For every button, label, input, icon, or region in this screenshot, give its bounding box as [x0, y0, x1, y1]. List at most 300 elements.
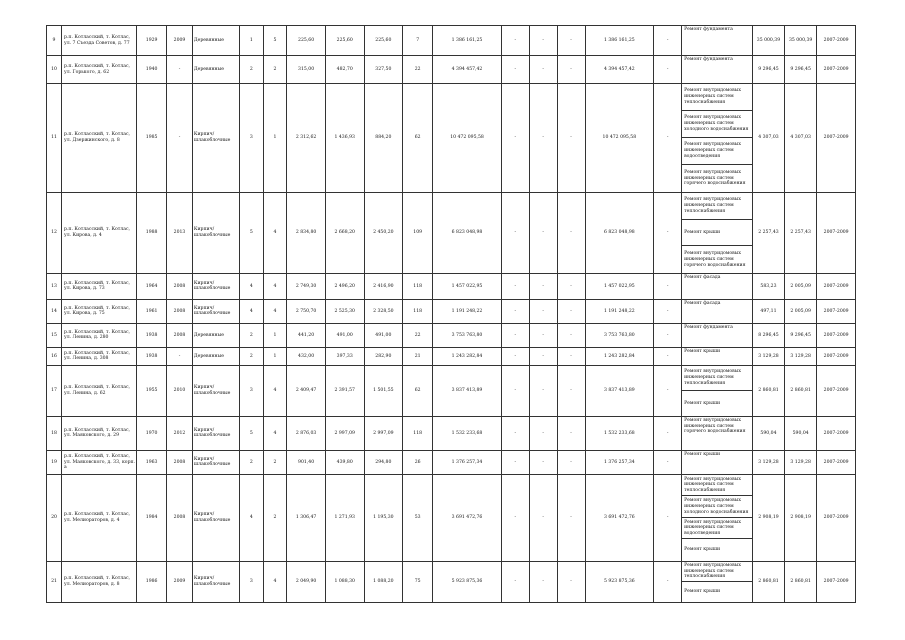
- work-type-item: Ремонт внутридомовых инженерных систем горячего водоснабжения: [684, 251, 746, 268]
- total-cost-cell: 1 243 282,84: [585, 347, 654, 365]
- private-area-cell: 225,60: [364, 26, 403, 56]
- reconstruction-year-cell: 2008: [167, 474, 193, 561]
- unit-cost-cell: 590,04: [752, 416, 784, 450]
- reconstruction-year-cell: 2009: [167, 561, 193, 602]
- max-unit-cost-cell: 4 307,03: [785, 84, 817, 193]
- total-cost-cell: 5 923 875,36: [585, 561, 654, 602]
- total-area-cell: 2 409,47: [287, 365, 326, 416]
- reconstruction-year-cell: -: [167, 56, 193, 84]
- total-cost-cell: 1 191 248,22: [585, 299, 654, 323]
- fund-cell: -: [501, 299, 529, 323]
- total-area-cell: 2 876,03: [287, 416, 326, 450]
- living-area-cell: 2 391,57: [325, 365, 364, 416]
- residents-cell: 118: [403, 273, 433, 299]
- total-area-cell: 441,20: [287, 323, 326, 347]
- work-types-cell: [682, 561, 753, 602]
- wall-material-cell: Кирпич/ шлакоблочные: [192, 84, 239, 193]
- work-types-cell: [682, 26, 753, 56]
- period-cell: 2007-2009: [817, 273, 856, 299]
- year-built-cell: 1988: [137, 193, 167, 274]
- row-number: 10: [47, 56, 62, 84]
- residents-cell: 75: [403, 561, 433, 602]
- owners-funds-cell: -: [654, 365, 682, 416]
- living-area-cell: 1 436,93: [325, 84, 364, 193]
- private-area-cell: 1 088,20: [364, 561, 403, 602]
- year-built-cell: 1963: [137, 450, 167, 474]
- row-number: 20: [47, 474, 62, 561]
- fund-cell: -: [501, 450, 529, 474]
- cost-cell: 1 191 248,22: [433, 299, 502, 323]
- work-type-item: Ремонт внутридомовых инженерных систем водоотведения: [682, 138, 752, 165]
- work-type-item: Ремонт фундамента: [684, 27, 733, 32]
- total-cost-cell: 3 691 472,76: [585, 474, 654, 561]
- wall-material-cell: Кирпич/ шлакоблочные: [192, 450, 239, 474]
- work-types-cell: [682, 193, 753, 274]
- table-row: [47, 561, 856, 602]
- total-cost-cell: 3 753 763,80: [585, 323, 654, 347]
- fund-cell: -: [501, 323, 529, 347]
- living-area-cell: 2 997,09: [325, 416, 364, 450]
- entrances-cell: 4: [263, 416, 287, 450]
- fund-cell: -: [501, 193, 529, 274]
- work-types-cell: [682, 416, 753, 450]
- table-row: [47, 26, 856, 56]
- table-row: [47, 193, 856, 274]
- work-type-item: Ремонт крыши: [684, 400, 721, 406]
- year-built-cell: 1986: [137, 561, 167, 602]
- address-cell: р.п. Котласский, т. Котлас, ул. Маяковского, д. 29: [62, 416, 137, 450]
- reconstruction-year-cell: 2013: [167, 193, 193, 274]
- fund-cell: -: [501, 347, 529, 365]
- total-cost-cell: 10 472 095,58: [585, 84, 654, 193]
- wall-material-cell: Кирпич/ шлакоблочные: [192, 365, 239, 416]
- living-area-cell: 2 525,30: [325, 299, 364, 323]
- reconstruction-year-cell: 2010: [167, 365, 193, 416]
- floors-cell: 4: [240, 299, 264, 323]
- row-number: 19: [47, 450, 62, 474]
- work-type-item: Ремонт внутридомовых инженерных систем теплоснабжения: [682, 562, 752, 582]
- period-cell: 2007-2009: [817, 56, 856, 84]
- fund-cell: -: [501, 56, 529, 84]
- work-type-item: Ремонт фасада: [684, 300, 721, 306]
- address-cell: р.п. Котласский, т. Котлас, ул. Маяковского, д. 33, корп. а: [62, 450, 137, 474]
- wall-material-cell: Кирпич/ шлакоблочные: [192, 561, 239, 602]
- local-budget-cell: -: [557, 365, 585, 416]
- wall-material-cell: Кирпич/ шлакоблочные: [192, 416, 239, 450]
- total-area-cell: 2 049,90: [287, 561, 326, 602]
- floors-cell: 4: [240, 273, 264, 299]
- total-area-cell: 2 312,62: [287, 84, 326, 193]
- residents-cell: 22: [403, 56, 433, 84]
- period-cell: 2007-2009: [817, 450, 856, 474]
- address-cell: р.п. Котласский, т. Котлас, ул. Мелиораторов, д. 4: [62, 474, 137, 561]
- cost-cell: 1 386 161,25: [433, 26, 502, 56]
- reconstruction-year-cell: -: [167, 84, 193, 193]
- floors-cell: 3: [240, 84, 264, 193]
- year-built-cell: 1938: [137, 347, 167, 365]
- address-cell: р.п. Котласский, т. Котлас, ул. Кирова, д. 4: [62, 193, 137, 274]
- total-cost-cell: 4 394 457,42: [585, 56, 654, 84]
- owners-funds-cell: -: [654, 323, 682, 347]
- work-types-cell: [682, 474, 753, 561]
- work-types-cell: [682, 56, 753, 84]
- total-cost-cell: 6 823 048,98: [585, 193, 654, 274]
- total-area-cell: 901,40: [287, 450, 326, 474]
- fund-cell: -: [501, 416, 529, 450]
- cost-cell: 1 376 257,34: [433, 450, 502, 474]
- unit-cost-cell: 3 129,28: [752, 347, 784, 365]
- residents-cell: 7: [403, 26, 433, 56]
- work-type-item: Ремонт внутридомовых инженерных систем водоотведения: [682, 518, 752, 540]
- entrances-cell: 1: [263, 347, 287, 365]
- living-area-cell: 225,60: [325, 26, 364, 56]
- row-number: 15: [47, 323, 62, 347]
- local-budget-cell: -: [557, 56, 585, 84]
- unit-cost-cell: 497,11: [752, 299, 784, 323]
- fund-cell: -: [501, 474, 529, 561]
- local-budget-cell: -: [557, 323, 585, 347]
- period-cell: 2007-2009: [817, 323, 856, 347]
- cost-cell: 1 532 233,68: [433, 416, 502, 450]
- residents-cell: 62: [403, 365, 433, 416]
- unit-cost-cell: 4 307,03: [752, 84, 784, 193]
- housing-repair-table: [46, 25, 856, 603]
- private-area-cell: 2 416,90: [364, 273, 403, 299]
- local-budget-cell: -: [557, 84, 585, 193]
- address-cell: р.п. Котласский, т. Котлас, ул. Кирова, д. 73: [62, 273, 137, 299]
- address-cell: р.п. Котласский, т. Котлас, ул. Ленина, д. 280: [62, 323, 137, 347]
- unit-cost-cell: 583,23: [752, 273, 784, 299]
- table-row: [47, 323, 856, 347]
- max-unit-cost-cell: 9 296,45: [785, 323, 817, 347]
- entrances-cell: 1: [263, 323, 287, 347]
- local-budget-cell: -: [557, 450, 585, 474]
- living-area-cell: 439,80: [325, 450, 364, 474]
- work-type-item: Ремонт внутридомовых инженерных систем теплоснабжения: [682, 84, 752, 111]
- private-area-cell: 294,80: [364, 450, 403, 474]
- cost-cell: 3 753 763,80: [433, 323, 502, 347]
- max-unit-cost-cell: 2 908,19: [785, 474, 817, 561]
- table-row: [47, 474, 856, 561]
- year-built-cell: 1955: [137, 365, 167, 416]
- floors-cell: 4: [240, 474, 264, 561]
- unit-cost-cell: 2 908,19: [752, 474, 784, 561]
- address-cell: р.п. Котласский, т. Котлас, ул. Ленина, д. 308: [62, 347, 137, 365]
- residents-cell: 118: [403, 416, 433, 450]
- entrances-cell: 4: [263, 365, 287, 416]
- local-budget-cell: -: [557, 561, 585, 602]
- budget-cell: -: [529, 347, 557, 365]
- row-number: 17: [47, 365, 62, 416]
- fund-cell: -: [501, 273, 529, 299]
- entrances-cell: 2: [263, 56, 287, 84]
- total-area-cell: 315,00: [287, 56, 326, 84]
- local-budget-cell: -: [557, 299, 585, 323]
- private-area-cell: 2 997,09: [364, 416, 403, 450]
- row-number: 18: [47, 416, 62, 450]
- total-area-cell: 432,00: [287, 347, 326, 365]
- year-built-cell: 1985: [137, 84, 167, 193]
- period-cell: 2007-2009: [817, 299, 856, 323]
- floors-cell: 2: [240, 56, 264, 84]
- max-unit-cost-cell: 9 296,45: [785, 56, 817, 84]
- max-unit-cost-cell: 3 129,28: [785, 450, 817, 474]
- work-types-cell: [682, 273, 753, 299]
- reconstruction-year-cell: 2008: [167, 323, 193, 347]
- period-cell: 2007-2009: [817, 561, 856, 602]
- wall-material-cell: Кирпич/ шлакоблочные: [192, 273, 239, 299]
- floors-cell: 2: [240, 347, 264, 365]
- living-area-cell: 491,00: [325, 323, 364, 347]
- private-area-cell: 884,20: [364, 84, 403, 193]
- total-cost-cell: 3 837 413,89: [585, 365, 654, 416]
- owners-funds-cell: -: [654, 347, 682, 365]
- address-cell: р.п. Котласский, т. Котлас, ул. 7 Съезда Советов, д. 77: [62, 26, 137, 56]
- wall-material-cell: Деревянные: [192, 323, 239, 347]
- work-type-item: Ремонт внутридомовых инженерных систем теплоснабжения: [682, 193, 752, 220]
- living-area-cell: 2 496,20: [325, 273, 364, 299]
- address-cell: р.п. Котласский, т. Котлас, ул. Мелиораторов, д. 8: [62, 561, 137, 602]
- table-row: [47, 365, 856, 416]
- table-row: [47, 299, 856, 323]
- cost-cell: 3 837 413,89: [433, 365, 502, 416]
- budget-cell: -: [529, 416, 557, 450]
- wall-material-cell: Кирпич/ шлакоблочные: [192, 193, 239, 274]
- total-area-cell: 1 306,47: [287, 474, 326, 561]
- total-area-cell: 225,60: [287, 26, 326, 56]
- year-built-cell: 1984: [137, 474, 167, 561]
- max-unit-cost-cell: 35 000,39: [785, 26, 817, 56]
- floors-cell: 5: [240, 416, 264, 450]
- wall-material-cell: Деревянные: [192, 347, 239, 365]
- total-cost-cell: 1 532 233,68: [585, 416, 654, 450]
- work-type-item: Ремонт фасада: [684, 274, 721, 280]
- max-unit-cost-cell: 3 129,28: [785, 347, 817, 365]
- row-number: 9: [47, 26, 62, 56]
- cost-cell: 1 457 022,95: [433, 273, 502, 299]
- address-cell: р.п. Котласский, т. Котлас, ул. Ленина, д. 62: [62, 365, 137, 416]
- work-type-item: Ремонт крыши: [684, 348, 721, 354]
- period-cell: 2007-2009: [817, 84, 856, 193]
- private-area-cell: 491,00: [364, 323, 403, 347]
- table-row: [47, 347, 856, 365]
- fund-cell: -: [501, 26, 529, 56]
- work-types-cell: [682, 365, 753, 416]
- row-number: 12: [47, 193, 62, 274]
- reconstruction-year-cell: 2012: [167, 416, 193, 450]
- total-area-cell: 2 749,30: [287, 273, 326, 299]
- cost-cell: 6 823 048,98: [433, 193, 502, 274]
- entrances-cell: 5: [263, 26, 287, 56]
- entrances-cell: 1: [263, 84, 287, 193]
- residents-cell: 109: [403, 193, 433, 274]
- work-types-cell: [682, 347, 753, 365]
- period-cell: 2007-2009: [817, 474, 856, 561]
- local-budget-cell: -: [557, 474, 585, 561]
- budget-cell: -: [529, 299, 557, 323]
- private-area-cell: 2 328,50: [364, 299, 403, 323]
- max-unit-cost-cell: 2 005,09: [785, 299, 817, 323]
- wall-material-cell: Кирпич/ шлакоблочные: [192, 474, 239, 561]
- residents-cell: 21: [403, 347, 433, 365]
- period-cell: 2007-2009: [817, 365, 856, 416]
- residents-cell: 62: [403, 84, 433, 193]
- year-built-cell: 1938: [137, 323, 167, 347]
- budget-cell: -: [529, 193, 557, 274]
- budget-cell: -: [529, 84, 557, 193]
- row-number: 13: [47, 273, 62, 299]
- owners-funds-cell: -: [654, 416, 682, 450]
- total-area-cell: 2 834,80: [287, 193, 326, 274]
- table-row: [47, 273, 856, 299]
- owners-funds-cell: -: [654, 299, 682, 323]
- local-budget-cell: -: [557, 26, 585, 56]
- budget-cell: -: [529, 561, 557, 602]
- work-type-item: Ремонт внутридомовых инженерных систем теплоснабжения: [682, 475, 752, 497]
- local-budget-cell: -: [557, 347, 585, 365]
- owners-funds-cell: -: [654, 56, 682, 84]
- wall-material-cell: Деревянные: [192, 26, 239, 56]
- wall-material-cell: Кирпич/ шлакоблочные: [192, 299, 239, 323]
- max-unit-cost-cell: 2 860,81: [785, 365, 817, 416]
- owners-funds-cell: -: [654, 561, 682, 602]
- owners-funds-cell: -: [654, 26, 682, 56]
- max-unit-cost-cell: 2 257,43: [785, 193, 817, 274]
- year-built-cell: 1961: [137, 299, 167, 323]
- row-number: 11: [47, 84, 62, 193]
- living-area-cell: 397,33: [325, 347, 364, 365]
- floors-cell: 3: [240, 365, 264, 416]
- floors-cell: 3: [240, 561, 264, 602]
- residents-cell: 26: [403, 450, 433, 474]
- reconstruction-year-cell: 2009: [167, 26, 193, 56]
- local-budget-cell: -: [557, 193, 585, 274]
- work-type-item: Ремонт внутридомовых инженерных систем горячего водоснабжения: [684, 169, 746, 187]
- unit-cost-cell: 9 296,45: [752, 56, 784, 84]
- row-number: 16: [47, 347, 62, 365]
- cost-cell: 4 394 457,42: [433, 56, 502, 84]
- entrances-cell: 2: [263, 450, 287, 474]
- entrances-cell: 4: [263, 299, 287, 323]
- work-types-cell: [682, 450, 753, 474]
- entrances-cell: 2: [263, 474, 287, 561]
- budget-cell: -: [529, 450, 557, 474]
- unit-cost-cell: 2 860,81: [752, 561, 784, 602]
- cost-cell: 1 243 282,84: [433, 347, 502, 365]
- living-area-cell: 1 271,93: [325, 474, 364, 561]
- reconstruction-year-cell: -: [167, 347, 193, 365]
- work-type-item: Ремонт внутридомовых инженерных систем горячего водоснабжения: [684, 417, 746, 435]
- max-unit-cost-cell: 590,04: [785, 416, 817, 450]
- address-cell: р.п. Котласский, т. Котлас, ул. Кирова, д. 75: [62, 299, 137, 323]
- cost-cell: 10 472 095,58: [433, 84, 502, 193]
- private-area-cell: 327,50: [364, 56, 403, 84]
- residents-cell: 53: [403, 474, 433, 561]
- reconstruction-year-cell: 2008: [167, 450, 193, 474]
- floors-cell: 5: [240, 193, 264, 274]
- fund-cell: -: [501, 84, 529, 193]
- budget-cell: -: [529, 56, 557, 84]
- table-row: [47, 450, 856, 474]
- budget-cell: -: [529, 323, 557, 347]
- period-cell: 2007-2009: [817, 347, 856, 365]
- work-type-item: Ремонт крыши: [682, 220, 752, 247]
- work-types-cell: [682, 84, 753, 193]
- entrances-cell: 4: [263, 273, 287, 299]
- private-area-cell: 2 450,20: [364, 193, 403, 274]
- work-type-item: Ремонт фундамента: [684, 57, 733, 62]
- address-cell: р.п. Котласский, т. Котлас, ул. Горького, д. 62: [62, 56, 137, 84]
- living-area-cell: 1 088,30: [325, 561, 364, 602]
- period-cell: 2007-2009: [817, 26, 856, 56]
- living-area-cell: 2 668,20: [325, 193, 364, 274]
- unit-cost-cell: 2 860,81: [752, 365, 784, 416]
- living-area-cell: 482,70: [325, 56, 364, 84]
- owners-funds-cell: -: [654, 273, 682, 299]
- max-unit-cost-cell: 2 005,09: [785, 273, 817, 299]
- budget-cell: -: [529, 26, 557, 56]
- address-cell: р.п. Котласский, т. Котлас, ул. Дзержинского, д. 8: [62, 84, 137, 193]
- owners-funds-cell: -: [654, 450, 682, 474]
- cost-cell: 5 923 875,36: [433, 561, 502, 602]
- period-cell: 2007-2009: [817, 193, 856, 274]
- work-types-cell: [682, 299, 753, 323]
- max-unit-cost-cell: 2 860,81: [785, 561, 817, 602]
- work-type-item: Ремонт внутридомовых инженерных систем холодного водоснабжения: [682, 496, 752, 518]
- unit-cost-cell: 8 296,45: [752, 323, 784, 347]
- work-type-item: Ремонт фундамента: [684, 324, 733, 330]
- private-area-cell: 282,90: [364, 347, 403, 365]
- table-row: [47, 416, 856, 450]
- local-budget-cell: -: [557, 273, 585, 299]
- local-budget-cell: -: [557, 416, 585, 450]
- work-type-item: Ремонт внутридомовых инженерных систем холодного водоснабжения: [682, 111, 752, 138]
- reconstruction-year-cell: 2008: [167, 299, 193, 323]
- unit-cost-cell: 3 129,28: [752, 450, 784, 474]
- reconstruction-year-cell: 2008: [167, 273, 193, 299]
- work-type-item: Ремонт внутридомовых инженерных систем теплоснабжения: [682, 366, 752, 391]
- budget-cell: -: [529, 474, 557, 561]
- residents-cell: 22: [403, 323, 433, 347]
- floors-cell: 1: [240, 26, 264, 56]
- table-row: [47, 84, 856, 193]
- year-built-cell: 1964: [137, 273, 167, 299]
- row-number: 21: [47, 561, 62, 602]
- total-area-cell: 2 750,70: [287, 299, 326, 323]
- fund-cell: -: [501, 365, 529, 416]
- unit-cost-cell: 2 257,43: [752, 193, 784, 274]
- private-area-cell: 1 195,30: [364, 474, 403, 561]
- total-cost-cell: 1 386 161,25: [585, 26, 654, 56]
- private-area-cell: 1 501,55: [364, 365, 403, 416]
- total-cost-cell: 1 376 257,34: [585, 450, 654, 474]
- work-type-item: Ремонт крыши: [684, 589, 721, 595]
- fund-cell: -: [501, 561, 529, 602]
- work-type-item: Ремонт крыши: [684, 451, 721, 457]
- total-cost-cell: 1 457 022,95: [585, 273, 654, 299]
- entrances-cell: 4: [263, 193, 287, 274]
- budget-cell: -: [529, 365, 557, 416]
- owners-funds-cell: -: [654, 193, 682, 274]
- work-type-item: Ремонт крыши: [684, 547, 721, 553]
- residents-cell: 118: [403, 299, 433, 323]
- unit-cost-cell: 35 000,39: [752, 26, 784, 56]
- table-row: [47, 56, 856, 84]
- budget-cell: -: [529, 273, 557, 299]
- wall-material-cell: Деревянные: [192, 56, 239, 84]
- floors-cell: 2: [240, 323, 264, 347]
- cost-cell: 3 691 472,76: [433, 474, 502, 561]
